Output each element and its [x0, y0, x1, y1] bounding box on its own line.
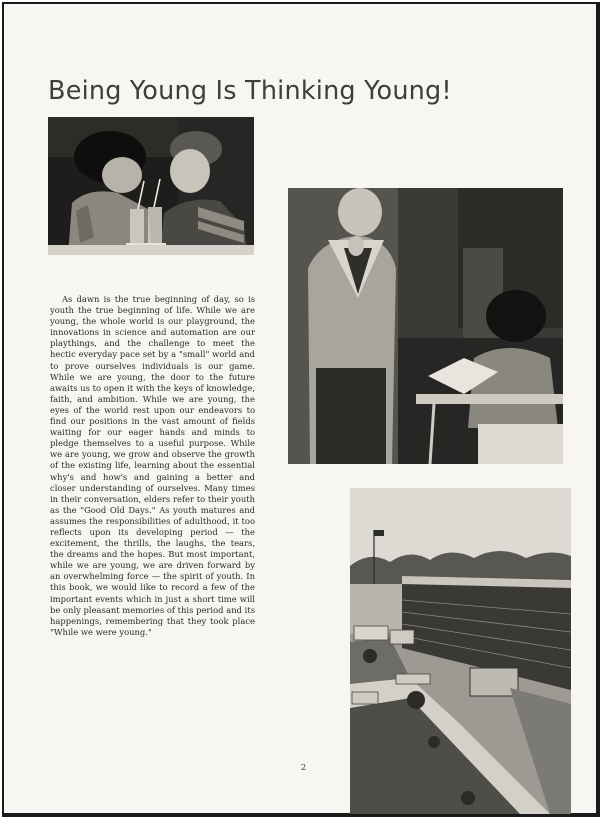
- page-title: Being Young Is Thinking Young!: [48, 76, 452, 106]
- photo-school-building: [350, 488, 571, 814]
- photo-couple-soda: [48, 117, 254, 255]
- photo-teacher-student: [288, 188, 563, 464]
- page-number: 2: [301, 763, 307, 772]
- page-frame: [2, 2, 600, 817]
- body-paragraph: As dawn is the true beginning of day, so is youth the true beginning of life. While we are young, the whole world is our playground, the innovations in science and automation are our playthings, and the challenge to meet the hectic everyday pace set by a "small" world and to prove ourselves individuals is our game. While we are young, the door to the future awaits us to open it with the keys of knowledge, faith, and ambition. While we are young, the eyes of the world rest upon our endeavors to find our positions in the vast amount of fields waiting for our eager hands and minds to pledge themselves to a useful purpose. While we are young, we grow and observe the growth of the existing life, learning about the essential why's and how's and gaining a better and closer understanding of ourselves. Many times in their conversation, elders refer to their youth as the "Good Old Days." As youth matures and assumes the responsibilities of adulthood, it too reflects upon its developing period — the excitement, the thrills, the laughs, the tears, the dreams and the hopes. But most important, while we are young, we are driven forward by an overwhelming force — the spirit of youth. In this book, we would like to record a few of the important events which in just a short time will be only pleasant memories of this period and its happenings, remembering that they took place "While we were young.": [50, 294, 255, 637]
